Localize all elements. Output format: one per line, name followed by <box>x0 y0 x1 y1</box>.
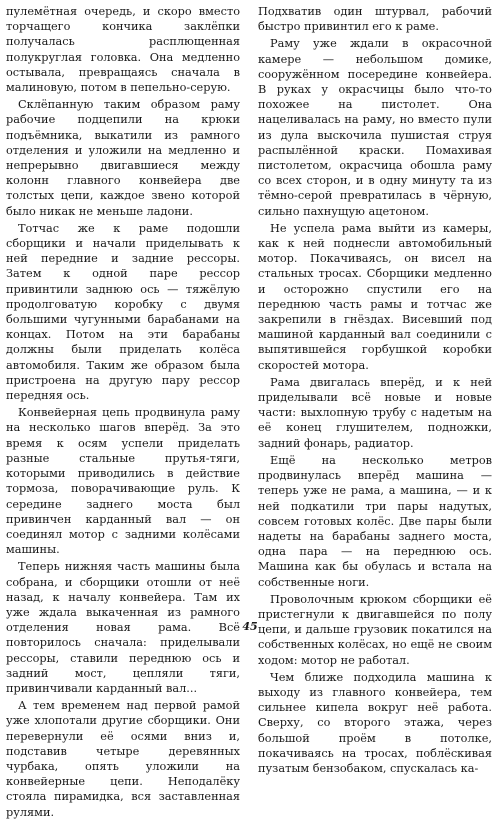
paragraph: пулемётная очередь, и скоро вместо торчащего кончика заклёпки получалась расплющенная полукруглая головка. Она медленно остывала, превращаясь сначала в малиновую, потом в пепельно-серую. <box>6 5 240 95</box>
paragraph: Ещё на несколько метров продвинулась вперёд машина — теперь уже не рама, а машина, — и к ней подкатили три пары надутых, совсем готовых колёс. Две пары были надеты на барабаны заднего моста, одна пара — на переднюю ось. Машина как бы обулась и встала на собственные ноги. <box>258 453 492 589</box>
left-column <box>6 4 240 820</box>
paragraph: Подхватив один штурвал, рабочий быстро привинтил его к раме. <box>258 5 492 34</box>
paragraph: А тем временем над первой рамой уже хлопотали другие сборщики. Они перевернули её осями вниз и, подставив четыре деревянных чурбака, опять уложили на конвейерные цепи. Неподалёку стояла пирамидка, вся заставленная рулями. <box>6 699 240 819</box>
paragraph: Чем ближе подходила машина к выходу из главного конвейера, тем сильнее кипела вокруг неё работа. Сверху, со второго этажа, через большой проём в потолке, покачиваясь на тросах, поблёскивая пузатым бензобаком, спускалась ка- <box>258 670 492 775</box>
paragraph: Тотчас же к раме подошли сборщики и начали приделывать к ней передние и задние рессоры. Затем к одной паре рессор привинтили заднюю ось — тяжёлую продолговатую коробку с двумя большими чугунными барабанами на концах. Потом на эти барабаны должны были приделать колёса автомобиля. Таким же образом была пристроена на другую пару рессор передняя ось. <box>6 221 240 403</box>
right-column <box>258 4 492 776</box>
paragraph: Конвейерная цепь продвинула раму на несколько шагов вперёд. За это время к осям успели приделать разные стальные прутья-тяги, которыми приводились в действие тормоза, поворачивающие руль. К середине заднего моста был привинчен карданный вал — он соединял мотор с задними колёсами машины. <box>6 406 240 557</box>
paragraph: Проволочным крюком сборщики её пристегнули к двигавшейся по полу цепи, и дальше грузовик покатился на собственных колёсах, но ещё не своим ходом: мотор не работал. <box>258 592 492 667</box>
page-number: 45 <box>242 620 258 633</box>
paragraph: Раму уже ждали в окрасочной камере — небольшом домике, сооружённом посередине конвейера. В руках у окрасчицы было что-то похожее на пистолет. Она нацеливалась на раму, но вместо пули из дула выскочила пушистая струя распылённой краски. Помахивая пистолетом, окрасчица обошла раму со всех сторон, и в одну минуту та из тёмно-серой превратилась в чёрную, сильно пахнущую ацетоном. <box>258 37 492 218</box>
paragraph: Склёпанную таким образом раму рабочие подцепили на крюки подъёмника, выкатили из рамного отделения и уложили на медленно и непрерывно двигавшиеся между колонн главного конвейера две толстых цепи, каждое звено которой было никак не меньше ладони. <box>6 98 240 218</box>
paragraph: Теперь нижняя часть машины была собрана, и сборщики отошли от неё назад, к началу конвейера. Там их уже ждала выкаченная из рамного отделения новая рама. Всё повторилось сначала: приделывали рессоры, ставили переднюю ось и задний мост, цепляли тяги, привинчивали карданный вал... <box>6 560 240 695</box>
paragraph: Рама двигалась вперёд, и к ней приделывали всё новые и новые части: выхлопную трубу с надетым на её конец глушителем, подножки, задний фонарь, радиатор. <box>258 375 492 450</box>
paragraph: Не успела рама выйти из камеры, как к ней поднесли автомобильный мотор. Покачиваясь, он висел на стальных тросах. Сборщики медленно и осторожно спустили его на переднюю часть рамы и тотчас же закрепили в гнёздах. Висевший под машиной карданный вал соединили с выпятившейся горбушкой коробки скоростей мотора. <box>258 221 492 372</box>
